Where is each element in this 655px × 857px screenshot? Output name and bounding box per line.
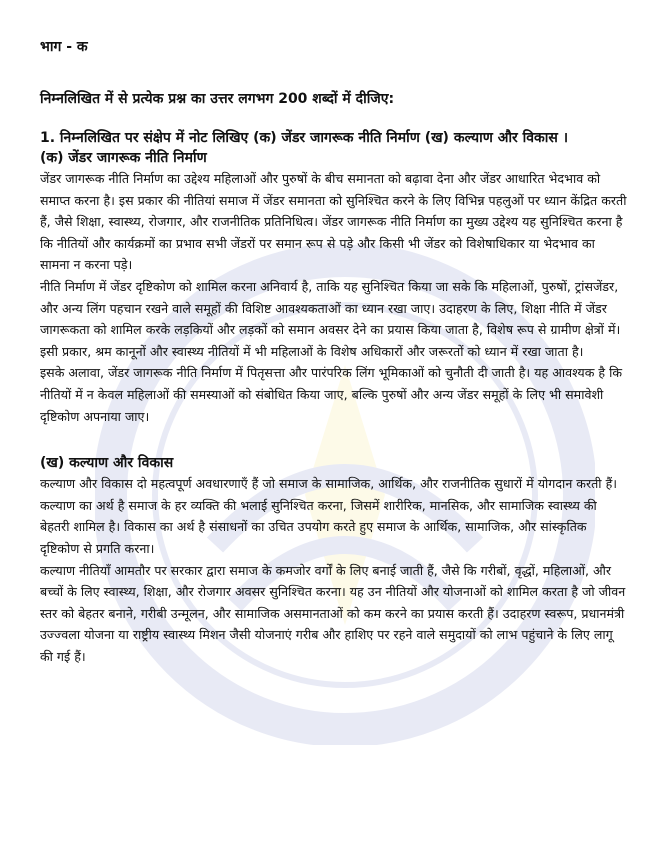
section-b-paragraph-1: कल्याण और विकास दो महत्वपूर्ण अवधारणाएँ हैं जो समाज के सामाजिक, आर्थिक, और राजनीतिक सुधारों में योगदान करती हैं। कल्याण का अर्थ है समाज के हर व्यक्ति की भलाई सुनिश्चित करना, जिसमें शारीरिक, मानसिक, और सामाजिक स्वास्थ्य की बेहतरी शामिल है। विकास का अर्थ है संसाधनों का उचित उपयोग करते हुए समाज के आर्थिक, सामाजिक, और सांस्कृतिक दृष्टिकोण से प्रगति करना। xyxy=(40,476,618,556)
section-a-paragraph-1: जेंडर जागरूक नीति निर्माण का उद्देश्य महिलाओं और पुरुषों के बीच समानता को बढ़ावा देना और जेंडर आधारित भेदभाव को समाप्त करना है। इस प्रकार की नीतियां समाज में जेंडर समानता को सुनिश्चित करने के लिए विभिन्न पहलुओं पर ध्यान केंद्रित करती हैं, जैसे शिक्षा, स्वास्थ्य, रोजगार, और राजनीतिक प्रतिनिधित्व। जेंडर जागरूक नीति निर्माण का मुख्य उद्देश्य यह सुनिश्चित करना है कि नीतियों और कार्यक्रमों का प्रभाव सभी जेंडरों पर समान रूप से पड़े और किसी भी जेंडर को विशेषाधिकार या भेदभाव का सामना न करना पड़े। xyxy=(40,171,627,273)
question-heading: 1. निम्नलिखित पर संक्षेप में नोट लिखिए (क) जेंडर जागरूक नीति निर्माण (ख) कल्याण और विकास । xyxy=(40,130,569,146)
section-a-heading: (क) जेंडर जागरूक नीति निर्माण xyxy=(40,150,207,166)
section-b-heading: (ख) कल्याण और विकास xyxy=(40,455,174,472)
section-a-paragraph-2: नीति निर्माण में जेंडर दृष्टिकोण को शामिल करना अनिवार्य है, ताकि यह सुनिश्चित किया जा सके कि महिलाओं, पुरुषों, ट्रांसजेंडर, और अन्य लिंग पहचान रखने वाले समूहों की विशिष्ट आवश्यकताओं का ध्यान रखा जाए। उदाहरण के लिए, शिक्षा नीति में जेंडर जागरूकता को शामिल करके लड़कियों और लड़कों को समान अवसर देने का प्रयास किया जाता है, विशेष रूप से ग्रामीण क्षेत्रों में। इसी प्रकार, श्रम कानूनों और स्वास्थ्य नीतियों में भी महिलाओं के विशेष अधिकारों और जरूरतों को ध्यान में रखा जाता है। xyxy=(40,278,621,359)
part-label: भाग - क xyxy=(40,39,88,55)
section-a-paragraph-3: इसके अलावा, जेंडर जागरूक नीति निर्माण में पितृसत्ता और पारंपरिक लिंग भूमिकाओं को चुनौती दी जाती है। यह आवश्यक है कि नीतियों में न केवल महिलाओं की समस्याओं को संबोधित किया जाए, बल्कि पुरुषों और अन्य जेंडर समूहों के लिए भी समावेशी दृष्टिकोण अपनाया जाए। xyxy=(40,365,623,424)
section-b-paragraph-2: कल्याण नीतियाँ आमतौर पर सरकार द्वारा समाज के कमजोर वर्गों के लिए बनाई जाती हैं, जैसे कि गरीबों, वृद्धों, महिलाओं, और बच्चों के लिए स्वास्थ्य, शिक्षा, और रोजगार अवसर सुनिश्चित करना। यह उन नीतियों और योजनाओं को शामिल करता है जो जीवन स्तर को बेहतर बनाने, गरीबी उन्मूलन, और सामाजिक असमानताओं को कम करने का प्रयास करती हैं। उदाहरण स्वरूप, प्रधानमंत्री उज्ज्वला योजना या राष्ट्रीय स्वास्थ्य मिशन जैसी योजनाएं गरीब और हाशिए पर रहने वाले समुदायों को लाभ पहुंचाने के लिए लागू की गई हैं। xyxy=(40,562,626,664)
instruction-text: निम्नलिखित में से प्रत्येक प्रश्न का उत्तर लगभग 200 शब्दों में दीजिए: xyxy=(40,91,395,107)
